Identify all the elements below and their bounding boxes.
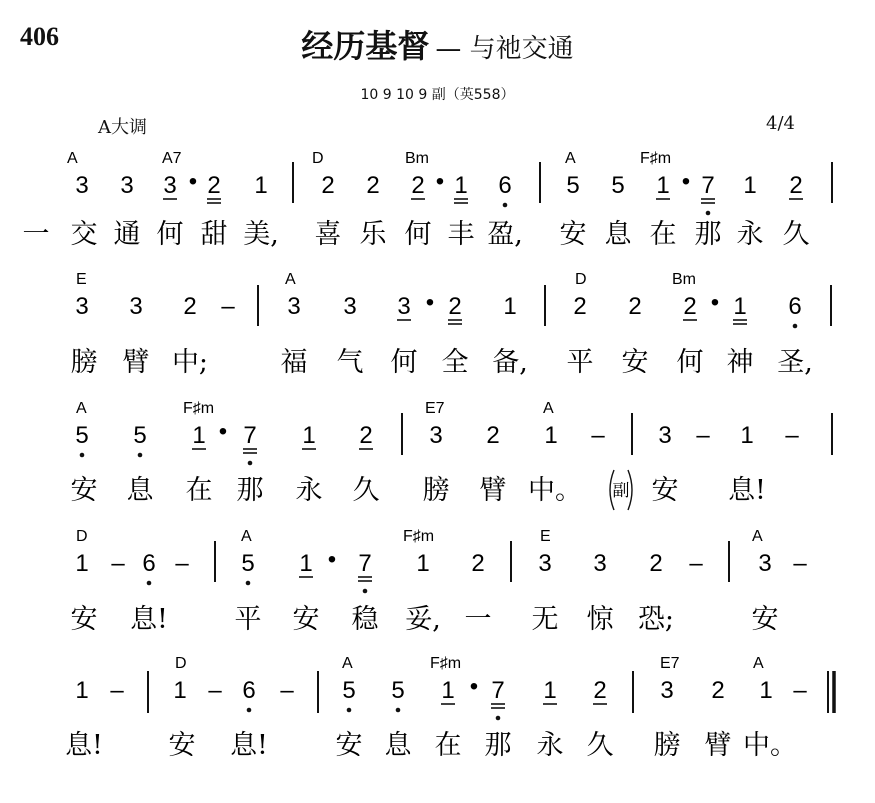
note: 2: [649, 550, 663, 577]
chord-symbol: E7: [425, 400, 445, 417]
lyric: 何: [676, 347, 704, 378]
lyric: 惊: [586, 604, 614, 635]
note: 2: [593, 677, 607, 704]
note: 1: [302, 422, 316, 449]
octave-dot-below: [793, 324, 798, 329]
lyric: 全: [441, 347, 469, 378]
chord-symbol: Bm: [672, 271, 696, 288]
note: 2: [359, 422, 373, 449]
lyric: 臂: [479, 475, 507, 506]
lyric: 息: [126, 475, 154, 506]
chord-symbol: A: [76, 400, 87, 417]
dash-note: –: [689, 550, 703, 577]
note: 2: [711, 677, 725, 704]
note: 1: [75, 550, 89, 577]
octave-dot-below: [138, 453, 143, 458]
chord-symbol: A: [565, 150, 576, 167]
hymn-subtitle: — 与祂交通: [435, 34, 574, 64]
note: 3: [120, 172, 134, 199]
augmentation-dot: •: [218, 418, 228, 445]
dash-note: –: [280, 677, 294, 704]
note: 1: [254, 172, 268, 199]
lyric: 无: [531, 604, 559, 635]
octave-dot-below: [248, 461, 253, 466]
chord-symbol: A: [752, 528, 763, 545]
dash-note: –: [591, 422, 605, 449]
chord-symbol: E: [76, 271, 87, 288]
note: 3: [593, 550, 607, 577]
note: 6: [788, 293, 802, 320]
lyric: 中。: [743, 730, 797, 761]
note: 6: [498, 172, 512, 199]
chord-symbol: F♯m: [183, 400, 215, 417]
lyric: 安: [335, 730, 363, 761]
lyric: 平: [566, 347, 594, 378]
note: 5: [342, 677, 356, 704]
meter-line: 10 9 10 9 副（英558）: [360, 87, 515, 103]
lyric: 息!: [130, 604, 168, 635]
lyric: 何: [390, 347, 418, 378]
lyric: 恐;: [637, 604, 675, 635]
note: 3: [163, 172, 177, 199]
lyric: 永: [295, 475, 323, 506]
lyric: 安: [168, 730, 196, 761]
note: 3: [658, 422, 672, 449]
note: 1: [656, 172, 670, 199]
note: 3: [287, 293, 301, 320]
note: 2: [411, 172, 425, 199]
dash-note: –: [111, 550, 125, 577]
note: 2: [321, 172, 335, 199]
lyric: 在: [649, 219, 677, 250]
lyric: 一: [464, 604, 492, 635]
note: 1: [503, 293, 517, 320]
lyric: 丰: [447, 219, 475, 250]
augmentation-dot: •: [435, 168, 445, 195]
chord-symbol: A7: [162, 150, 182, 167]
note: 3: [660, 677, 674, 704]
lyric: 喜: [314, 219, 342, 250]
lyric: 臂: [704, 730, 732, 761]
lyric: 交: [70, 219, 98, 250]
chord-symbol: D: [175, 655, 187, 672]
chord-symbol: D: [76, 528, 88, 545]
note: 2: [486, 422, 500, 449]
note: 5: [133, 422, 147, 449]
note: 1: [544, 422, 558, 449]
note: 1: [192, 422, 206, 449]
lyric: 中。: [528, 475, 582, 506]
lyric: 安: [70, 475, 98, 506]
note: 3: [758, 550, 772, 577]
note: 1: [75, 677, 89, 704]
lyric: 平: [234, 604, 262, 635]
lyric: 美,: [243, 219, 279, 250]
note: 7: [491, 677, 505, 704]
dash-note: –: [175, 550, 189, 577]
lyric: 久: [586, 730, 614, 761]
note: 1: [733, 293, 747, 320]
note: 2: [471, 550, 485, 577]
lyric: 乐: [359, 219, 387, 250]
note: 3: [429, 422, 443, 449]
dash-note: –: [221, 293, 235, 320]
note: 2: [366, 172, 380, 199]
chord-symbol: D: [312, 150, 324, 167]
lyric: 妥,: [405, 604, 441, 635]
note: 2: [683, 293, 697, 320]
lyric: 臂: [122, 347, 150, 378]
note: 1: [416, 550, 430, 577]
lyric: 福: [280, 347, 308, 378]
lyric: 安: [651, 475, 679, 506]
lyric: 备,: [492, 347, 528, 378]
lyric: 那: [236, 475, 264, 506]
octave-dot-below: [247, 708, 252, 713]
lyric: 盈,: [487, 219, 523, 250]
lyric: 神: [726, 347, 754, 378]
lyric: 在: [434, 730, 462, 761]
note: 2: [448, 293, 462, 320]
note: 2: [573, 293, 587, 320]
key-signature: A大调: [98, 117, 147, 138]
lyric: 气: [336, 347, 364, 378]
lyric: 安: [621, 347, 649, 378]
note: 1: [543, 677, 557, 704]
chord-symbol: A: [753, 655, 764, 672]
octave-dot-below: [706, 211, 711, 216]
lyric: 中;: [171, 347, 209, 378]
chord-symbol: F♯m: [403, 528, 435, 545]
note: 3: [397, 293, 411, 320]
chord-symbol: Bm: [405, 150, 429, 167]
lyric: 膀: [422, 475, 450, 506]
chord-symbol: A: [342, 655, 353, 672]
dash-note: –: [208, 677, 222, 704]
note: 3: [75, 172, 89, 199]
lyric: 息!: [728, 475, 766, 506]
lyric: 那: [484, 730, 512, 761]
octave-dot-below: [496, 716, 501, 721]
augmentation-dot: •: [327, 546, 337, 573]
note: 2: [789, 172, 803, 199]
octave-dot-below: [246, 581, 251, 586]
note: 1: [759, 677, 773, 704]
hymn-number: 406: [20, 22, 59, 51]
note: 6: [242, 677, 256, 704]
lyric: 通: [113, 219, 141, 250]
lyric: 在: [185, 475, 213, 506]
augmentation-dot: •: [710, 289, 720, 316]
note: 5: [75, 422, 89, 449]
note: 5: [391, 677, 405, 704]
chord-symbol: E: [540, 528, 551, 545]
note: 5: [611, 172, 625, 199]
lyric: 膀: [653, 730, 681, 761]
chord-symbol: D: [575, 271, 587, 288]
lyric: 圣,: [777, 347, 813, 378]
note: 2: [628, 293, 642, 320]
chord-symbol: A: [285, 271, 296, 288]
note: 3: [343, 293, 357, 320]
lyric: 何: [156, 219, 184, 250]
note: 1: [740, 422, 754, 449]
dash-note: –: [793, 550, 807, 577]
lyric: 安: [292, 604, 320, 635]
octave-dot-below: [396, 708, 401, 713]
lyric: 息!: [230, 730, 268, 761]
lyric: 安: [751, 604, 779, 635]
note: 7: [701, 172, 715, 199]
note: 5: [566, 172, 580, 199]
time-signature: 4/4: [766, 113, 795, 134]
dash-note: –: [785, 422, 799, 449]
lyric: 安: [70, 604, 98, 635]
hymn-title: 经历基督: [301, 27, 430, 65]
lyric: 息!: [65, 730, 103, 761]
lyric: 安: [559, 219, 587, 250]
note: 3: [538, 550, 552, 577]
lyric: 甜: [200, 219, 228, 250]
lyric: 久: [782, 219, 810, 250]
augmentation-dot: •: [681, 168, 691, 195]
note: 1: [441, 677, 455, 704]
lyric: 久: [352, 475, 380, 506]
lyric: 膀: [70, 347, 98, 378]
lyric: 何: [404, 219, 432, 250]
lyric: 稳: [351, 604, 379, 635]
note: 1: [454, 172, 468, 199]
augmentation-dot: •: [188, 168, 198, 195]
chord-symbol: F♯m: [430, 655, 462, 672]
chorus-mark: 副: [612, 481, 630, 501]
note: 3: [129, 293, 143, 320]
lyric: 永: [736, 219, 764, 250]
dash-note: –: [696, 422, 710, 449]
lyric: 一: [22, 219, 50, 250]
note: 6: [142, 550, 156, 577]
chord-symbol: A: [67, 150, 78, 167]
chord-symbol: F♯m: [640, 150, 672, 167]
note: 7: [358, 550, 372, 577]
note: 1: [299, 550, 313, 577]
note: 3: [75, 293, 89, 320]
octave-dot-below: [147, 581, 152, 586]
dash-note: –: [110, 677, 124, 704]
note: 1: [173, 677, 187, 704]
octave-dot-below: [347, 708, 352, 713]
lyric: 那: [694, 219, 722, 250]
note: 2: [207, 172, 221, 199]
dash-note: –: [793, 677, 807, 704]
note: 7: [243, 422, 257, 449]
note: 2: [183, 293, 197, 320]
chord-symbol: E7: [660, 655, 680, 672]
octave-dot-below: [80, 453, 85, 458]
augmentation-dot: •: [469, 673, 479, 700]
lyric: 永: [536, 730, 564, 761]
lyric: 息: [384, 730, 412, 761]
note: 5: [241, 550, 255, 577]
augmentation-dot: •: [425, 289, 435, 316]
octave-dot-below: [363, 589, 368, 594]
chord-symbol: A: [241, 528, 252, 545]
note: 1: [743, 172, 757, 199]
octave-dot-below: [503, 203, 508, 208]
chord-symbol: A: [543, 400, 554, 417]
lyric: 息: [604, 219, 632, 250]
